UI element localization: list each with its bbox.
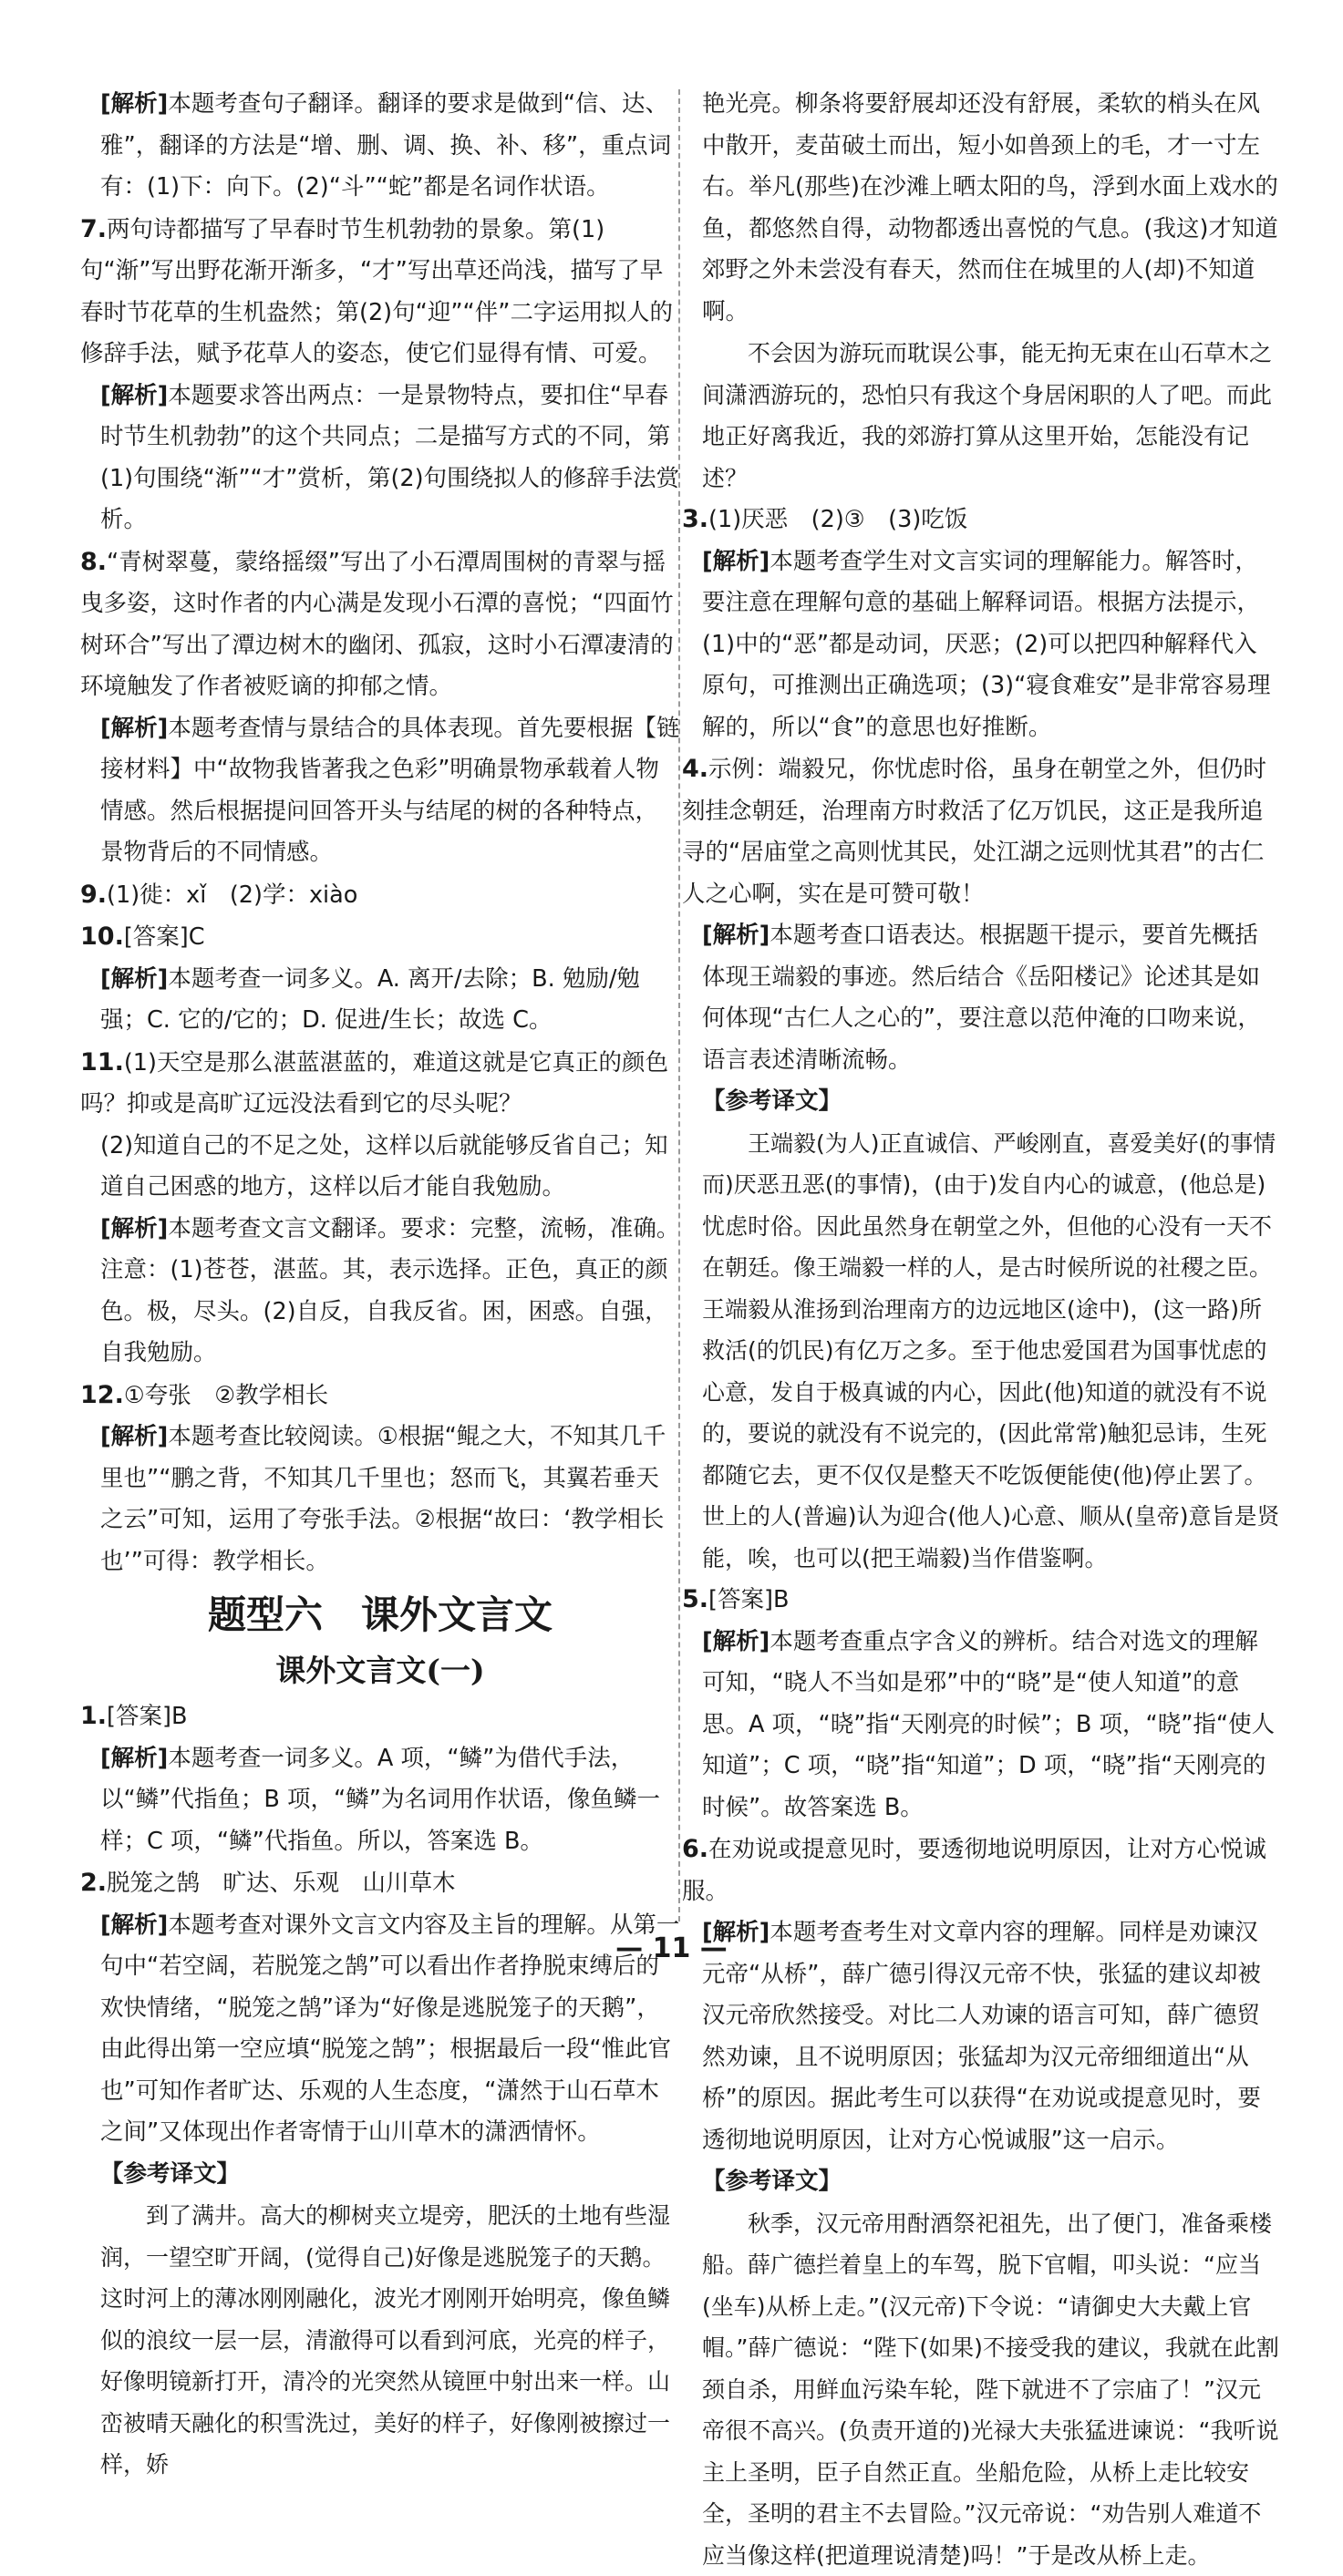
question-number: 11. (80, 1048, 124, 1077)
left-column (80, 84, 680, 2486)
analysis-label: [解析] (100, 965, 168, 993)
analysis-label: [解析] (100, 1745, 168, 1772)
analysis-text: 本题要求答出两点：一是景物特点，要扣住“早春时节生机勃勃”的这个共同点；二是描写方式的不同，第(1)句围绕“渐”“才”赏析，第(2)句围绕拟人的修辞手法赏析。 (100, 382, 679, 534)
answer-text: ①夸张 ②教学相长 (124, 1382, 328, 1409)
analysis-label: [解析] (100, 1423, 168, 1450)
answer-item (80, 209, 680, 376)
answer-text: 在劝说或提意见时，要透彻地说明原因，让对方心悦诚服。 (682, 1836, 1266, 1905)
answer-text: (1)徙：xǐ (2)学：xiào (107, 881, 357, 909)
translation-heading (682, 2161, 1280, 2203)
question-number: 6. (682, 1835, 708, 1863)
page-number: — 11 — (0, 1931, 1343, 1967)
analysis-block (682, 915, 1280, 1081)
answer-text: [答案]B (107, 1703, 187, 1730)
question-number: 7. (80, 215, 107, 243)
answer-text: [答案]B (708, 1586, 789, 1613)
answer-continuation: (2)知道自己的不足之处，这样以后就能够反省自己；知道自己困惑的地方，这样以后才能自我勉励。 (80, 1126, 680, 1209)
analysis-label: [解析] (702, 548, 770, 575)
analysis-block (682, 541, 1280, 749)
question-number: 5. (682, 1585, 708, 1613)
analysis-text: 本题考查口语表达。根据题干提示，要首先概括体现王端毅的事迹。然后结合《岳阳楼记》论述其是如何体现“古仁人之心的”，要注意以范仲淹的口吻来说，语言表述清晰流畅。 (702, 922, 1261, 1074)
analysis-text: 本题考查情与景结合的具体表现。首先要根据【链接材料】中“故物我皆著我之色彩”明确景物承载着人物情感。然后根据提问回答开头与结尾的树的各种特点，景物背后的不同情感。 (100, 715, 679, 867)
analysis-block (80, 1209, 680, 1375)
analysis-label: [解析] (100, 1215, 168, 1242)
translation-paragraph: 王端毅(为人)正直诚信、严峻刚直，喜爱美好(的事情而)厌恶丑恶(的事情)，(由于)发自内心的诚意，(他总是)忧虑时俗。因此虽然身在朝堂之外，但他的心没有一天不在朝廷。像王端毅一样的人，是古时候所说的社稷之臣。王端毅从淮扬到治理南方的边远地区(途中)，(这一路)所救活(的饥民)有亿万之多。至于他忠爱国君为国事忧虑的心意，发自于极真诚的内心，因此(他)知道的就没有不说的，要说的就没有不说完的，(因此常常)触犯忌讳，生死都随它去，更不仅仅是整天不吃饭便能使(他)停止罢了。世上的人(普遍)认为迎合(他人)心意、顺从(皇帝)意旨是贤能，唉，也可以(把王端毅)当作借鉴啊。 (682, 1123, 1280, 1580)
analysis-block (80, 1417, 680, 1582)
analysis-block (80, 84, 680, 209)
question-number: 1. (80, 1702, 107, 1730)
section-title: 题型六 课外文言文 (80, 1584, 680, 1646)
analysis-text: 本题考查句子翻译。翻译的要求是做到“信、达、雅”，翻译的方法是“增、删、调、换、补、移”，重点词有：(1)下：向下。(2)“斗”“蛇”都是名词作状语。 (100, 90, 671, 201)
analysis-text: 本题考查对课外文言文内容及主旨的理解。从第一句中“若空阔，若脱笼之鹄”可以看出作者挣脱束缚后的欢快情绪，“脱笼之鹄”译为“好像是逃脱笼子的天鹅”，由此得出第一空应填“脱笼之鹄”；根据最后一段“惟此官也”可知作者旷达、乐观的人生态度，“潇然于山石草木之间”又体现出作者寄情于山川草木的潇洒情怀。 (100, 1911, 679, 2147)
answer-item (80, 1042, 680, 1126)
answer-text: (1)厌恶 (2)③ (3)吃饭 (708, 506, 967, 533)
question-number: 4. (682, 755, 708, 783)
analysis-text: 本题考查一词多义。A 项，“鳞”为借代手法，以“鳞”代指鱼；B 项，“鳞”为名词用作状语，像鱼鳞一样；C 项，“鳞”代指鱼。所以，答案选 B。 (100, 1745, 660, 1855)
analysis-block (682, 1622, 1280, 1829)
answer-text: “青树翠蔓，蒙络摇缀”写出了小石潭周围树的青翠与摇曳多姿，这时作者的内心满是发现小石潭的喜悦；“四面竹树环合”写出了潭边树木的幽闭、孤寂，这时小石潭凄清的环境触发了作者被贬谪的抑郁之情。 (80, 549, 674, 701)
answer-item (80, 1375, 680, 1417)
answer-text: [答案]C (124, 923, 205, 951)
analysis-text: 本题考查一词多义。A. 离开/去除；B. 勉励/勉强；C. 它的/它的；D. 促进/生长；故选 C。 (100, 965, 640, 1035)
analysis-block (80, 1738, 680, 1863)
analysis-label: [解析] (100, 715, 168, 742)
question-number: 10. (80, 922, 124, 951)
analysis-block (80, 376, 680, 541)
analysis-label: [解析] (702, 1628, 770, 1655)
translation-heading-label: 【参考译文】 (702, 1087, 842, 1115)
analysis-label: [解析] (702, 922, 770, 949)
analysis-label: [解析] (702, 1919, 770, 1946)
translation-paragraph: 到了满井。高大的柳树夹立堤旁，肥沃的土地有些湿润，一望空旷开阔，(觉得自己)好像是逃脱笼子的天鹅。这时河上的薄冰刚刚融化，波光才刚刚开始明亮，像鱼鳞似的浪纹一层一层，清澈得可以看到河底，光亮的样子，好像明镜新打开，清冷的光突然从镜匣中射出来一样。山峦被晴天融化的积雪洗过，美好的样子，好像刚被擦过一样，娇 (80, 2195, 680, 2486)
text-paragraph: 艳光亮。柳条将要舒展却还没有舒展，柔软的梢头在风中散开，麦苗破土而出，短小如兽颈上的毛，才一寸左右。举凡(那些)在沙滩上晒太阳的鸟，浮到水面上戏水的鱼，都悠然自得，动物都透出喜悦的气息。(我这)才知道郊野之外未尝没有春天，然而住在城里的人(却)不知道啊。 (682, 84, 1280, 333)
translation-heading (682, 1081, 1280, 1123)
translation-heading-label: 【参考译文】 (100, 2160, 240, 2188)
question-number: 12. (80, 1381, 124, 1409)
answer-item (682, 1829, 1280, 1912)
answer-item (80, 1695, 680, 1738)
analysis-text: 本题考查学生对文言实词的理解能力。解答时，要注意在理解句意的基础上解释词语。根据方法提示，(1)中的“恶”都是动词，厌恶；(2)可以把四种解释代入原句，可推测出正确选项；(3)“寝食难安”是非常容易理解的，所以“食”的意思也好推断。 (702, 548, 1271, 741)
answer-text: 脱笼之鹄 旷达、乐观 山川草木 (107, 1870, 456, 1897)
analysis-text: 本题考查考生对文章内容的理解。同样是劝谏汉元帝“从桥”，薛广德引得汉元帝不快，张猛的建议却被汉元帝欣然接受。对比二人劝谏的语言可知，薛广德贸然劝谏，且不说明原因；张猛却为汉元帝细细道出“从桥”的原因。据此考生可以获得“在劝说或提意见时，要透彻地说明原因，让对方心悦诚服”这一启示。 (702, 1919, 1261, 2154)
analysis-label: [解析] (100, 90, 168, 118)
translation-paragraph: 不会因为游玩而耽误公事，能无拘无束在山石草木之间潇洒游玩的，恐怕只有我这个身居闲职的人了吧。而此地正好离我近，我的郊游打算从这里开始，怎能没有记述？ (682, 333, 1280, 499)
answer-item (80, 916, 680, 959)
answer-text: 示例：端毅兄，你忧虑时俗，虽身在朝堂之外，但仍时刻挂念朝廷，治理南方时救活了亿万饥民，这正是我所追寻的“居庙堂之高则忧其民，处江湖之远则忧其君”的古仁人之心啊，实在是可赞可敬！ (682, 756, 1266, 908)
translation-paragraph: 秋季，汉元帝用酎酒祭祀祖先，出了便门，准备乘楼船。薛广德拦着皇上的车驾，脱下官帽，叩头说：“应当(坐车)从桥上走。”(汉元帝)下令说：“请御史大夫戴上官帽。”薛广德说：“陛下(如果)不接受我的建议，我就在此割颈自杀，用鲜血污染车轮，陛下就进不了宗庙了！”汉元帝很不高兴。(负责开道的)光禄大夫张猛进谏说：“我听说主上圣明，臣子自然正直。坐船危险，从桥上走比较安全，圣明的君主不去冒险。”汉元帝说：“劝告别人难道不应当像这样(把道理说清楚)吗！”于是改从桥上走。 (682, 2203, 1280, 2576)
translation-heading (80, 2154, 680, 2196)
right-column (682, 84, 1280, 2576)
answer-item (80, 1862, 680, 1905)
analysis-text: 本题考查比较阅读。①根据“鲲之大，不知其几千里也”“鹏之背，不知其几千里也；怒而飞，其翼若垂天之云”可知，运用了夸张手法。②根据“故曰：‘教学相长也’”可得：教学相长。 (100, 1423, 666, 1575)
analysis-text: 本题考查文言文翻译。要求：完整，流畅，准确。注意：(1)苍苍，湛蓝。其，表示选择。正色，真正的颜色。极，尽头。(2)自反，自我反省。困，困惑。自强，自我勉励。 (100, 1215, 679, 1367)
answer-item (682, 499, 1280, 541)
column-divider (678, 89, 680, 1922)
question-number: 3. (682, 505, 708, 533)
answer-text: 两句诗都描写了早春时节生机勃勃的景象。第(1)句“渐”写出野花渐开渐多，“才”写出草还尚浅，描写了早春时节花草的生机盎然；第(2)句“迎”“伴”二字运用拟人的修辞手法，赋予花草人的姿态，使它们显得有情、可爱。 (80, 216, 673, 368)
analysis-label: [解析] (100, 1911, 168, 1939)
answer-text: (1)天空是那么湛蓝湛蓝的，难道这就是它真正的颜色吗？抑或是高旷辽远没法看到它的尽头呢？ (80, 1049, 668, 1118)
subsection-title: 课外文言文(一) (80, 1646, 680, 1695)
question-number: 8. (80, 548, 107, 576)
question-number: 2. (80, 1869, 107, 1897)
analysis-block (80, 959, 680, 1042)
analysis-block (80, 708, 680, 874)
translation-heading-label: 【参考译文】 (702, 2168, 842, 2195)
question-number: 9. (80, 881, 107, 909)
answer-item (682, 1579, 1280, 1622)
answer-item (682, 748, 1280, 915)
analysis-text: 本题考查重点字含义的辨析。结合对选文的理解可知，“晓人不当如是邪”中的“晓”是“使人知道”的意思。A 项，“晓”指“天刚亮的时候”；B 项，“晓”指“使人知道”；C 项，“晓”指“知道”；D 项，“晓”指“天刚亮的时候”。故答案选 B。 (702, 1628, 1275, 1821)
answer-item (80, 874, 680, 917)
answer-item (80, 541, 680, 708)
analysis-label: [解析] (100, 382, 168, 409)
